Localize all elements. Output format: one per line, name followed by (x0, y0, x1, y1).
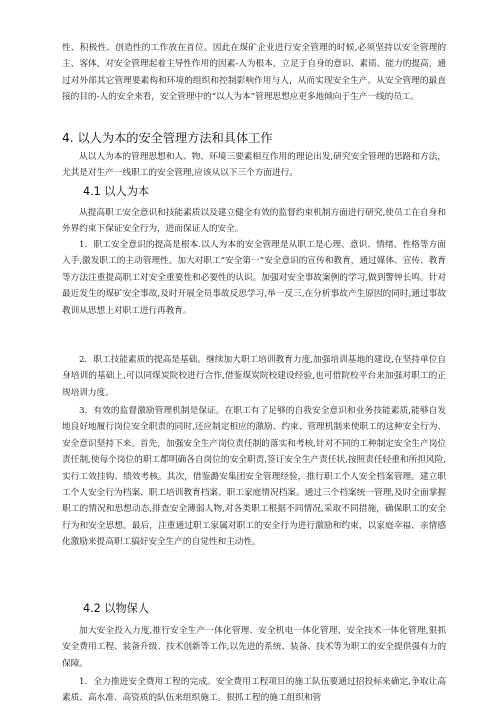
paragraph-4-2-item-1: 1．全力推进安全费用工程的完成。安全费用工程项目的施工队伍要通过招投标来确定,争取让高素质、高水准、高资质的队伍来组织施工。狠抓工程的施工组织和管 (62, 677, 446, 704)
section-heading-4: 4. 以人为本的安全管理方法和具体工作 (62, 131, 273, 145)
paragraph-item-1-awareness: 1．职工安全意识的提高是根本.以人为本的安全管理是从职工是心理、意识、情绪、性格等方面入手,激发职工的主动管理性。加大对职工“安全第一”安全意识的宣传和教育，通过媒体、宣传、教育等方法注重提高职工对安全重要性和必要性的认识。加强对安全事故案例的学习,做到警钟长鸣。针对最近发生的煤矿安全事故,及时开展全员事故反思学习,举一反三,在分析事故产生原因的同时,通过事故教训从思想上对职工进行再教育。 (62, 240, 446, 316)
paragraph-4-1-intro: 从提高职工安全意识和技能素质以及建立健全有效的监督约束机制方面进行研究,使员工在自身和外界约束下保证安全行为，进而保证人的安全。 (62, 208, 446, 235)
paragraph-intro: 性、积极性、创造性的工作放在首位。因此在煤矿企业进行安全管理的时候,必须坚持以安全管理的主、客体，对安全管理起着主导性作用的因素-人为根本，立足于自身的意识、素质、能力的提高，通过对外部其它管理要素构和环境的组织和控制影响作用与人，从而实现安全生产。从安全管理的最直接的目的-人的安全来看，安全管理中的“以人为本”管理思想应更多地倾向于生产一线的员工。 (62, 43, 446, 103)
paragraph-section4-intro: 从以人为本的管理思想和人、物、环境三要素相互作用的理论出发,研究安全管理的思路和方法，尤其是对生产一线职工的安全管理,应该从以下三个方面进行。 (62, 152, 446, 179)
paragraph-4-2-intro: 加大安全投入力度,推行安全生产一体化管理、安全机电一体化管理、安全技术一体化管理,狠抓安全费用工程、装备升级、技术创新等工作,以先进的系统、装备、技术等为职工的安全提供强有力的保障。 (62, 626, 446, 669)
section-heading-4-2: 4.2 以物保人 (83, 602, 150, 615)
paragraph-item-2-skills: 2．职工技能素质的提高是基础。继续加大职工培训教育力度,加强培训基地的建设,在坚持单位自身培训的基础上,可以同煤炭院校进行合作,借鉴煤炭院校建设经验,也可借院校平台来加强对职工的正规培训力度。 (62, 355, 446, 398)
paragraph-item-3-supervision: 3．有效的监督激励管理机制是保证。在职工有了足够的自我安全意识和业务技能素质,能够自发地良好地履行岗位安全职责的同时,还应制定相应的激励、约束、管理机制来使职工的这种安全行为、安全意识坚持下来。首先，加强安全生产岗位责任制的落实和考核,针对不同的工种制定安全生产岗位责任制,使每个岗位的职工都明确各自岗位的安全职责,签订安全生产责任状,按照责任轻重和所担风险,实行工效挂钩、绩效考核。其次，借鉴潞安集团安全管理经验，推行职工个人安全档案管理。建立职工个人安全行为档案、职工培训教育档案、职工家庭情况档案。通过三个档案统一管理,及时全面掌握职工的情况和思想动态,排查安全薄弱人物,对各类职工根据不同情况,采取不同措施，确保职工的安全行为和安全思想。最后，注重通过职工家属对职工的安全行为进行激励和约束，以家庭幸福、亲情感化激励来提高职工搞好安全生产的自觉性和主动性。 (62, 406, 446, 548)
section-heading-4-1: 4.1 以人为本 (83, 185, 150, 198)
